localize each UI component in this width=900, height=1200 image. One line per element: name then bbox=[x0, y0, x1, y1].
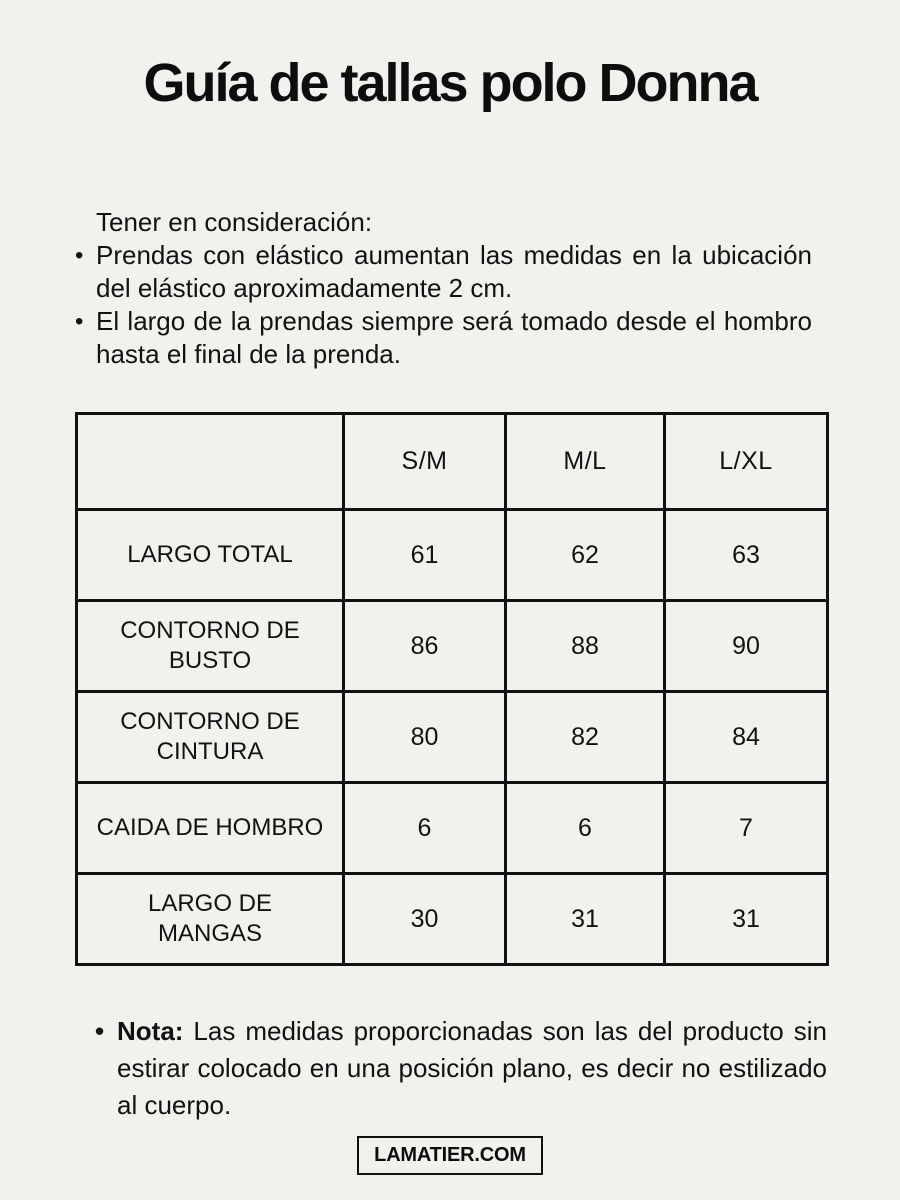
cell-value: 80 bbox=[344, 692, 506, 783]
row-label: CONTORNO DE BUSTO bbox=[77, 601, 344, 692]
table-row bbox=[77, 510, 828, 601]
table-row bbox=[77, 601, 828, 692]
list-item bbox=[75, 239, 812, 305]
row-label: CAIDA DE HOMBRO bbox=[77, 783, 344, 874]
cell-value: 30 bbox=[344, 874, 506, 965]
cell-value: 63 bbox=[665, 510, 828, 601]
cell-value: 31 bbox=[506, 874, 665, 965]
note-text bbox=[117, 1013, 827, 1124]
table-row bbox=[77, 692, 828, 783]
bullet-dot-icon: • bbox=[95, 1016, 105, 1046]
cell-value: 61 bbox=[344, 510, 506, 601]
page-title: Guía de tallas polo Donna bbox=[143, 53, 757, 113]
cell-value: 82 bbox=[506, 692, 665, 783]
row-label: LARGO TOTAL bbox=[77, 510, 344, 601]
consideration-text: El largo de la prendas siempre será tomado desde el hombro hasta el final de la prenda. bbox=[96, 306, 812, 369]
corner-cell bbox=[77, 414, 344, 510]
list-item bbox=[75, 305, 812, 371]
cell-value: 86 bbox=[344, 601, 506, 692]
bullet-dot-icon: • bbox=[75, 308, 84, 335]
considerations-heading: Tener en consideración: bbox=[96, 207, 373, 237]
note-label: Nota: bbox=[117, 1016, 184, 1046]
cell-value: 7 bbox=[665, 783, 828, 874]
column-header-sm: S/M bbox=[344, 414, 506, 510]
size-table bbox=[75, 412, 829, 966]
table-row bbox=[77, 783, 828, 874]
row-label: CONTORNO DE CINTURA bbox=[77, 692, 344, 783]
table-row bbox=[77, 874, 828, 965]
note-section bbox=[95, 1013, 827, 1124]
bullet-dot-icon: • bbox=[75, 242, 84, 269]
consideration-text: Prendas con elástico aumentan las medidas en la ubicación del elástico aproximadamente 2 cm. bbox=[96, 240, 812, 303]
brand-badge: LAMATIER.COM bbox=[357, 1136, 543, 1175]
row-label: LARGO DE MANGAS bbox=[77, 874, 344, 965]
cell-value: 6 bbox=[344, 783, 506, 874]
column-header-ml: M/L bbox=[506, 414, 665, 510]
cell-value: 31 bbox=[665, 874, 828, 965]
cell-value: 6 bbox=[506, 783, 665, 874]
footer bbox=[0, 1136, 900, 1175]
cell-value: 90 bbox=[665, 601, 828, 692]
cell-value: 62 bbox=[506, 510, 665, 601]
note-body: Las medidas proporcionadas son las del producto sin estirar colocado en una posición plano, es decir no estilizado al cuerpo. bbox=[117, 1016, 827, 1120]
column-header-lxl: L/XL bbox=[665, 414, 828, 510]
considerations-section bbox=[75, 206, 812, 371]
cell-value: 88 bbox=[506, 601, 665, 692]
table-header-row bbox=[77, 414, 828, 510]
cell-value: 84 bbox=[665, 692, 828, 783]
